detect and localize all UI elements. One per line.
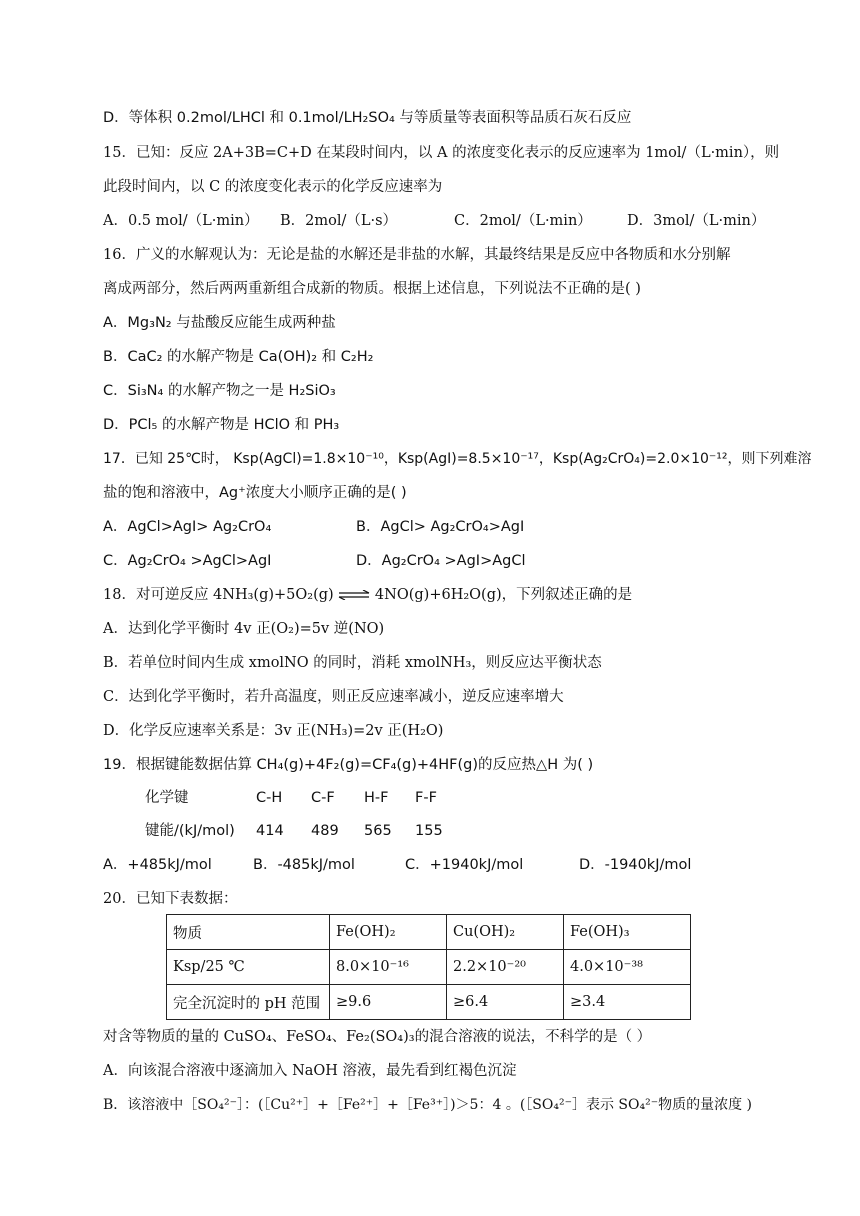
table-row bbox=[167, 950, 691, 985]
q17-option-d: D．Ag₂CrO₄ >AgI>AgCl bbox=[356, 553, 526, 569]
q19-row1-c2: C-F bbox=[311, 790, 335, 806]
q17-option-a: A．AgCl>AgI> Ag₂CrO₄ bbox=[103, 519, 272, 535]
q16-option-a: A．Mg₃N₂ 与盐酸反应能生成两种盐 bbox=[103, 315, 336, 331]
table-cell: Fe(OH)₃ bbox=[564, 915, 691, 950]
q20-data-table bbox=[166, 914, 691, 1020]
q16-option-d: D．PCl₅ 的水解产物是 HClO 和 PH₃ bbox=[103, 417, 340, 433]
q20-stem: 20．已知下表数据： bbox=[103, 891, 238, 907]
equilibrium-arrow-icon bbox=[338, 590, 370, 600]
q15-option-d: D．3mol/（L·min） bbox=[627, 213, 766, 229]
table-cell: 8.0×10⁻¹⁶ bbox=[330, 950, 447, 985]
q15-option-b: B．2mol/（L·s） bbox=[280, 213, 398, 229]
q19-row2-c4: 155 bbox=[415, 823, 443, 839]
q18-stem-right: 4NO(g)+6H₂O(g)，下列叙述正确的是 bbox=[374, 587, 633, 603]
q19-row2-c2: 489 bbox=[311, 823, 339, 839]
q17-option-c: C．Ag₂CrO₄ >AgCl>AgI bbox=[103, 553, 272, 569]
q19-option-a: A．+485kJ/mol bbox=[103, 857, 212, 873]
table-cell: 物质 bbox=[167, 915, 330, 950]
q19-row1-label: 化学键 bbox=[145, 790, 189, 806]
q16-stem-line2: 离成两部分，然后两两重新组合成新的物质。根据上述信息，下列说法不正确的是( ) bbox=[103, 281, 641, 297]
table-cell: 4.0×10⁻³⁸ bbox=[564, 950, 691, 985]
q19-option-c: C．+1940kJ/mol bbox=[405, 857, 524, 873]
q15-option-a: A．0.5 mol/（L·min） bbox=[103, 213, 259, 229]
q19-option-b: B．-485kJ/mol bbox=[253, 857, 355, 873]
q18-option-d: D．化学反应速率关系是：3v 正(NH₃)=2v 正(H₂O) bbox=[103, 723, 444, 739]
q19-row1-c1: C-H bbox=[256, 790, 283, 806]
table-cell: 2.2×10⁻²⁰ bbox=[447, 950, 564, 985]
q20-option-b: B．该溶液中［SO₄²⁻］：(［Cu²⁺］+［Fe²⁺］+［Fe³⁺］)＞5：4 。(［SO₄²⁻］表示 SO₄²⁻物质的量浓度 ) bbox=[103, 1097, 753, 1113]
q19-row1-c3: H-F bbox=[364, 790, 389, 806]
q19-stem: 19．根据键能数据估算 CH₄(g)+4F₂(g)=CF₄(g)+4HF(g)的反应热△H 为( ) bbox=[103, 757, 594, 773]
q20-question: 对含等物质的量的 CuSO₄、FeSO₄、Fe₂(SO₄)₃的混合溶液的说法，不科学的是（ ） bbox=[103, 1029, 652, 1045]
q16-option-b: B．CaC₂ 的水解产物是 Ca(OH)₂ 和 C₂H₂ bbox=[103, 349, 374, 365]
q15-stem-line1: 15．已知：反应 2A+3B=C+D 在某段时间内，以 A 的浓度变化表示的反应速率为 1mol/（L·min），则 bbox=[103, 145, 780, 161]
table-cell: 完全沉淀时的 pH 范围 bbox=[167, 985, 330, 1020]
q17-option-b: B．AgCl> Ag₂CrO₄>AgI bbox=[356, 519, 525, 535]
table-cell: Fe(OH)₂ bbox=[330, 915, 447, 950]
q18-option-c: C．达到化学平衡时，若升高温度，则正反应速率减小，逆反应速率增大 bbox=[103, 689, 564, 705]
q17-stem-line2: 盐的饱和溶液中，Ag⁺浓度大小顺序正确的是( ) bbox=[103, 485, 407, 501]
q18-stem bbox=[103, 585, 632, 605]
q19-option-d: D．-1940kJ/mol bbox=[579, 857, 692, 873]
table-cell: Ksp/25 ℃ bbox=[167, 950, 330, 985]
q16-option-c: C．Si₃N₄ 的水解产物之一是 H₂SiO₃ bbox=[103, 383, 336, 399]
table-cell: ≥9.6 bbox=[330, 985, 447, 1020]
q19-row1-c4: F-F bbox=[415, 790, 437, 806]
table-cell: Cu(OH)₂ bbox=[447, 915, 564, 950]
q17-stem-line1: 17．已知 25℃时， Ksp(AgCl)=1.8×10⁻¹⁰，Ksp(AgI)=8.5×10⁻¹⁷，Ksp(Ag₂CrO₄)=2.0×10⁻¹²，则下列难溶 bbox=[103, 451, 812, 467]
table-cell: ≥3.4 bbox=[564, 985, 691, 1020]
q18-option-b: B．若单位时间内生成 xmolNO 的同时，消耗 xmolNH₃，则反应达平衡状态 bbox=[103, 655, 602, 671]
q18-option-a: A．达到化学平衡时 4v 正(O₂)=5v 逆(NO) bbox=[103, 621, 385, 637]
table-cell: ≥6.4 bbox=[447, 985, 564, 1020]
table-row bbox=[167, 915, 691, 950]
q19-row2-c1: 414 bbox=[256, 823, 284, 839]
q18-stem-left: 18．对可逆反应 4NH₃(g)+5O₂(g) bbox=[103, 587, 334, 603]
q15-stem-line2: 此段时间内，以 C 的浓度变化表示的化学反应速率为 bbox=[103, 179, 443, 195]
q19-row2-c3: 565 bbox=[364, 823, 392, 839]
q16-stem-line1: 16．广义的水解观认为：无论是盐的水解还是非盐的水解，其最终结果是反应中各物质和水分别解 bbox=[103, 247, 731, 263]
q14-option-d: D．等体积 0.2mol/LHCl 和 0.1mol/LH₂SO₄ 与等质量等表面积等品质石灰石反应 bbox=[103, 110, 632, 126]
table-row bbox=[167, 985, 691, 1020]
q19-row2-label: 键能/(kJ/mol) bbox=[145, 823, 235, 839]
q20-option-a: A．向该混合溶液中逐滴加入 NaOH 溶液，最先看到红褐色沉淀 bbox=[103, 1063, 517, 1079]
q15-option-c: C．2mol/（L·min） bbox=[454, 213, 592, 229]
